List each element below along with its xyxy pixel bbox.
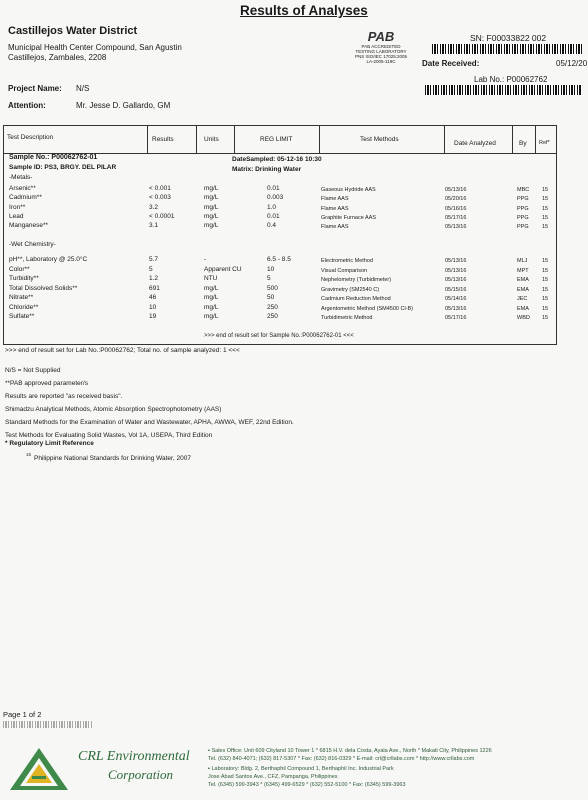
sample-id: Sample ID: PS3, BRGY. DEL PILAR (9, 164, 117, 171)
cell-date: 05/15/16 (445, 286, 467, 293)
cell-method: Gaseous Hydride AAS (321, 187, 376, 193)
cell-ref: 15 (542, 305, 549, 312)
page-number: Page 1 of 2 (3, 710, 42, 719)
cell-result: 10 (149, 303, 157, 311)
cell-method: Turbidimetric Method (321, 315, 373, 321)
cell-by: EMA (517, 277, 529, 283)
cell-limit: 6.5 - 8.5 (267, 256, 291, 263)
col-divider (444, 126, 445, 153)
date-received-value: 05/12/20 (556, 59, 588, 68)
cell-by: PPG (517, 196, 529, 203)
cell-method: Electrometric Method (321, 258, 373, 264)
client-address-line-2: Castillejos, Zambales, 2208 (8, 53, 107, 62)
cell-ref: 15 (542, 277, 549, 283)
lab-barcode (425, 85, 582, 95)
cell-result: < 0.003 (149, 194, 171, 202)
page-barcode (3, 721, 93, 728)
end-of-lab-marker: >>> end of result set for Lab No.:P00062762; Total no. of sample analyzed: 1 <<< (5, 347, 240, 354)
col-ref: Ref* (539, 140, 550, 146)
cell-unit: Apparent CU (204, 265, 242, 273)
cell-date: 05/13/16 (445, 258, 467, 264)
cell-desc: Chloride** (9, 303, 39, 311)
note-basis: Results are reported "as received basis". (5, 393, 123, 400)
cell-method: Flame AAS (321, 205, 349, 212)
cell-method: Graphite Furnace AAS (321, 214, 377, 221)
col-test-description: Test Description (7, 134, 54, 141)
cell-result: 1.2 (149, 275, 159, 282)
end-of-sample-marker: >>> end of result set for Sample No.:P00062762-01 <<< (204, 333, 354, 339)
project-name-value: N/S (76, 84, 90, 93)
cell-unit: mg/L (204, 185, 219, 192)
company-suffix: Corporation (108, 767, 174, 782)
cell-result: 691 (149, 284, 160, 292)
cell-date: 05/14/16 (445, 296, 467, 302)
lab-number: Lab No.: P00062762 (474, 75, 548, 84)
cell-ref: 15 (542, 214, 549, 221)
cell-date: 05/20/16 (445, 196, 467, 203)
attention-value: Mr. Jesse D. Gallardo, GM (76, 101, 171, 110)
cell-by: PPG (517, 224, 529, 231)
project-name-label: Project Name: (8, 84, 62, 93)
cell-desc: pH**, Laboratory @ 25.0°C (9, 256, 88, 263)
cell-ref: 15 (542, 286, 549, 293)
cell-desc: Nitrate** (9, 294, 34, 301)
cell-limit: 250 (267, 303, 278, 311)
cell-ref: 15 (542, 296, 549, 302)
cell-ref: 15 (542, 224, 549, 231)
cell-limit: 10 (267, 265, 275, 273)
cell-ref: 15 (542, 267, 549, 274)
sample-number: Sample No.: P00062762-01 (9, 154, 98, 161)
cell-by: JEC (517, 296, 528, 302)
note-usepa: Test Methods for Evaluating Solid Wastes, Vol 1A, USEPA, Third Edition (5, 432, 213, 439)
date-sampled: DateSampled: 05-12-16 10:30 (232, 156, 322, 163)
col-divider (234, 126, 235, 153)
document-title: Results of Analyses (240, 3, 368, 18)
pab-line-2: TESTING LABORATORY (355, 49, 407, 54)
cell-unit: NTU (204, 275, 218, 282)
matrix: Matrix: Drinking Water (232, 166, 302, 173)
cell-result: 46 (149, 294, 157, 301)
cell-desc: Manganese** (9, 222, 49, 230)
cell-by: EMA (517, 305, 529, 312)
pab-accreditation-logo (350, 30, 412, 64)
note-pab-approved: **PAB approved parameter/s (5, 380, 88, 387)
serial-number: SN: F00033822 002 (470, 33, 547, 43)
col-date-analyzed: Date Analyzed (454, 140, 496, 147)
laboratory-line-3: Tel. (6345) 599-3943 * (6345) 499-6529 * (632) 552-5100 * Fax: (6345) 599-3963 (208, 782, 406, 788)
cell-unit: mg/L (204, 303, 219, 311)
cell-unit: mg/L (204, 194, 219, 202)
cell-by: MBC (517, 187, 530, 193)
cell-unit: mg/L (204, 203, 219, 211)
client-address-line-1: Municipal Health Center Compound, San Agustin (8, 43, 182, 52)
serial-barcode (432, 44, 582, 54)
col-divider (147, 126, 148, 153)
cell-date: 05/13/16 (445, 305, 467, 312)
note-not-supplied: N/S = Not Supplied (5, 367, 61, 374)
laboratory-line-1: ▪ Laboratory: Bldg. 2, Berthaphil Compound 1, Berthaphil Inc. Industrial Park (208, 766, 394, 772)
cell-method: Flame AAS (321, 196, 349, 203)
cell-limit: 250 (267, 313, 278, 320)
cell-ref: 15 (542, 315, 549, 321)
cell-date: 05/13/16 (445, 277, 467, 283)
cell-desc: Arsenic** (9, 185, 36, 192)
note-regulatory-reference: * Regulatory Limit Reference (5, 440, 94, 447)
note-standard-methods: Standard Methods for the Examination of Water and Wastewater, APHA, AWWA, WEF, 22nd Edition. (5, 419, 294, 426)
cell-ref: 15 (542, 258, 549, 264)
company-name: CRL Environmental (78, 749, 190, 764)
cell-desc: Lead (9, 212, 24, 220)
cell-by: PPG (517, 205, 529, 212)
cell-unit: mg/L (204, 222, 219, 230)
note-shimadzu: Shimadzu Analytical Methods, Atomic Absorption Spectrophotometry (AAS) (5, 406, 222, 413)
cell-limit: 0.01 (267, 185, 280, 192)
cell-ref: 15 (542, 205, 549, 212)
cell-by: MPT (517, 267, 529, 274)
crl-logo-icon (8, 746, 70, 792)
cell-date: 05/17/16 (445, 315, 467, 321)
cell-limit: 0.003 (267, 194, 284, 202)
cell-method: Gravimetry (SM2540 C) (321, 286, 380, 293)
note-pnsdw-ref-number: 15 (26, 452, 32, 457)
cell-date: 05/13/16 (445, 224, 467, 231)
sales-office-line-2: Tel. (632) 840-4071; (632) 817-5307 * Fax: (632) 816-0329 * E-mail: crl@crllabs.com * http://www.crllabs.com (208, 756, 475, 762)
cell-unit: mg/L (204, 313, 219, 320)
cell-method: Flame AAS (321, 224, 349, 231)
laboratory-line-2: Jose Abad Santos Ave., CFZ, Pampanga, Philippines (208, 774, 338, 780)
cell-limit: 500 (267, 284, 278, 292)
wet-chemistry-section-label: -Wet Chemistry- (9, 241, 56, 248)
note-pnsdw: Philippine National Standards for Drinking Water, 2007 (34, 455, 191, 462)
cell-method: Nephelometry (Turbidimeter) (321, 277, 392, 283)
results-table (3, 125, 557, 345)
cell-ref: 15 (542, 187, 549, 193)
col-test-methods: Test Methods (360, 136, 399, 143)
cell-desc: Iron** (9, 203, 26, 211)
cell-by: MLJ (517, 258, 528, 264)
cell-result: 3.2 (149, 203, 159, 211)
cell-unit: mg/L (204, 212, 219, 220)
col-results: Results (152, 136, 174, 143)
col-divider (319, 126, 320, 153)
cell-result: 5 (149, 265, 153, 273)
pab-line-1: PAB ACCREDITED (361, 44, 401, 49)
sales-office-line-1: ▪ Sales Office: Unit 609 Cityland 10 Tower 1 * 6815 H.V. dela Costa, Ayala Ave., North * Makati City, Philippines 1226 (208, 748, 492, 754)
cell-date: 05/16/16 (445, 205, 467, 212)
cell-method: Argentometric Method (SM4500 Cl-B) (321, 305, 414, 312)
cell-unit: mg/L (204, 284, 219, 292)
col-divider (512, 126, 513, 153)
metals-section-label: -Metals- (9, 174, 33, 181)
col-reg-limit: REG LIMIT (260, 136, 293, 143)
cell-ref: 15 (542, 196, 549, 203)
cell-limit: 50 (267, 294, 275, 301)
cell-result: 19 (149, 313, 157, 320)
cell-desc: Total Dissolved Solids** (9, 284, 78, 292)
cell-method: Cadmium Reduction Method (321, 296, 391, 302)
cell-method: Visual Comparison (321, 267, 368, 274)
cell-desc: Cadmium** (9, 194, 42, 202)
attention-label: Attention: (8, 101, 46, 110)
cell-result: < 0.0001 (149, 212, 175, 220)
cell-desc: Color** (9, 265, 30, 273)
cell-limit: 5 (267, 275, 271, 282)
cell-result: 3.1 (149, 222, 159, 230)
pab-line-3: PNS ISO/IEC 17025:2005 (354, 54, 408, 59)
cell-limit: 1.0 (267, 203, 277, 211)
cell-by: PPG (517, 214, 529, 221)
col-by: By (519, 140, 527, 147)
cell-desc: Turbidity** (9, 275, 39, 282)
cell-limit: 0.4 (267, 222, 277, 230)
col-units: Units (204, 136, 219, 143)
cell-unit: - (204, 256, 207, 263)
pab-line-4: LA-2005-119C (366, 59, 396, 64)
cell-date: 05/13/16 (445, 187, 467, 193)
cell-limit: 0.01 (267, 212, 280, 220)
cell-date: 05/13/16 (445, 267, 467, 274)
cell-desc: Sulfate** (9, 313, 35, 320)
col-divider (196, 126, 197, 153)
client-name: Castillejos Water District (8, 25, 138, 37)
date-received-label: Date Received: (422, 59, 480, 68)
cell-by: EMA (517, 286, 529, 293)
pab-mark: PAB (367, 29, 395, 44)
cell-by: WBD (517, 315, 530, 321)
col-divider (535, 126, 536, 153)
cell-unit: mg/L (204, 294, 219, 301)
cell-result: < 0.001 (149, 185, 171, 192)
cell-result: 5.7 (149, 256, 159, 263)
cell-date: 05/17/16 (445, 214, 467, 221)
